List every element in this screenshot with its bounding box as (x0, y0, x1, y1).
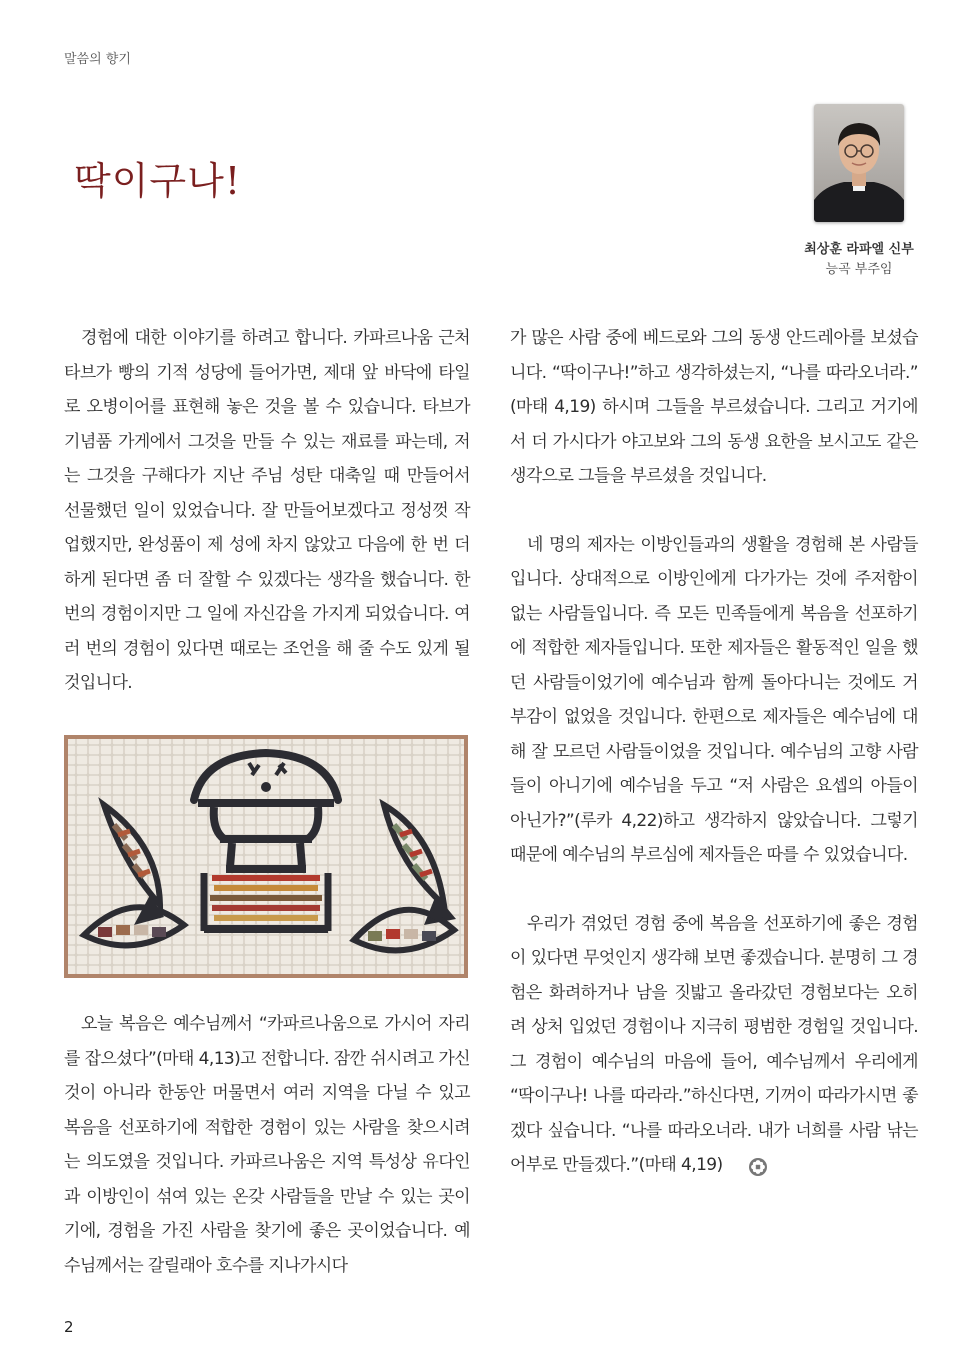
mosaic-photo (64, 735, 468, 978)
article-title: 딱이구나! (74, 159, 242, 203)
paragraph-closing-text: 우리가 겪었던 경험 중에 복음을 선포하기에 좋은 경험이 있다면 무엇인지 생각해 보면 좋겠습니다. 분명히 그 경험은 화려하거나 남을 짓밟고 올라갔던 경험보다는 오히려 상처 입었던 경험이나 지극히 평범한 경험일 것입니다. 그 경험이 예수님의 마음에 들어, 예수님께서 우리에게 “딱이구나! 나를 따라라.”하신다면, 기꺼이 따라가시면 좋겠다 싶습니다. “나를 따라오너라. 내가 너희를 사람 낚는 어부로 만들겠다.”(마태 4,19) (510, 913, 918, 1175)
loaves-and-fishes-mosaic (64, 735, 468, 978)
avatar (814, 104, 904, 222)
left-column-top (64, 321, 470, 701)
flower-end-mark-icon (731, 1155, 751, 1175)
paragraph-disciples: 네 명의 제자는 이방인들과의 생활을 경험해 본 사람들입니다. 상대적으로 이방인에게 다가가는 것에 주저함이 없는 사람들입니다. 즉 모든 민족들에게 복음을 선포하기에 적합한 제자들입니다. 또한 제자들은 활동적인 일을 했던 사람들이었기에 예수님과 함께 돌아다니는 것에도 거부감이 없었을 것입니다. 한편으로 제자들은 예수님에 대해 잘 모르던 사람들이었을 것입니다. 예수님의 고향 사람들이 아니기에 예수님을 두고 “저 사람은 요셉의 아들이 아닌가?”(루카 4,22)하고 생각하지 않았습니다. 그렇기 때문에 예수님의 부르심에 제자들은 따를 수 있었습니다. (510, 534, 918, 865)
right-column (510, 321, 918, 1183)
section-label: 말씀의 향기 (64, 52, 131, 67)
paragraph-closing (510, 907, 918, 1183)
paragraph-intro: 경험에 대한 이야기를 하려고 합니다. 카파르나움 근처 타브가 빵의 기적 성당에 들어가면, 제대 앞 바닥에 타일로 오병이어를 표현해 놓은 것을 볼 수 있습니다. 타브가 기념품 가게에서 그것을 만들 수 있는 재료를 파는데, 저는 그것을 구해다가 지난 주님 성탄 대축일 때 만들어서 선물했던 일이 있었습니다. 잘 만들어보겠다고 정성껏 작업했지만, 완성품이 제 성에 차지 않았고 다음에 한 번 더 하게 된다면 좀 더 잘할 수 있겠다는 생각을 했습니다. 한 번의 경험이지만 그 일에 자신감을 가지게 되었습니다. 여러 번의 경험이 있다면 때로는 조언을 해 줄 수도 있게 될 것입니다. (64, 328, 470, 693)
author-role: 능곡 부주임 (825, 262, 893, 277)
author-photo (814, 104, 904, 222)
author-name: 최상훈 라파엘 신부 (804, 242, 914, 257)
left-column-bottom (64, 1007, 470, 1283)
page-number: 2 (64, 1318, 74, 1336)
paragraph-continuation: 가 많은 사람 중에 베드로와 그의 동생 안드레아를 보셨습니다. “딱이구나!”하고 생각하셨는지, “나를 따라오너라.” (마태 4,19) 하시며 그들을 부르셨습니다. 그리고 거기에서 더 가시다가 야고보와 그의 동생 요한을 보시고도 같은 생각으로 그들을 부르셨을 것입니다. (510, 328, 918, 486)
paragraph-gospel: 오늘 복음은 예수님께서 “카파르나움으로 가시어 자리를 잡으셨다”(마태 4,13)고 전합니다. 잠깐 쉬시려고 가신 것이 아니라 한동안 머물면서 여러 지역을 다닐 수 있고 복음을 선포하기에 적합한 경험이 있는 사람을 찾으시려는 의도였을 것입니다. 카파르나움은 지역 특성상 유다인과 이방인이 섞여 있는 온갖 사람들을 만날 수 있는 곳이기에, 경험을 가진 사람을 찾기에 좋은 곳이었습니다. 예수님께서는 갈릴래아 호수를 지나가시다 (64, 1014, 470, 1276)
